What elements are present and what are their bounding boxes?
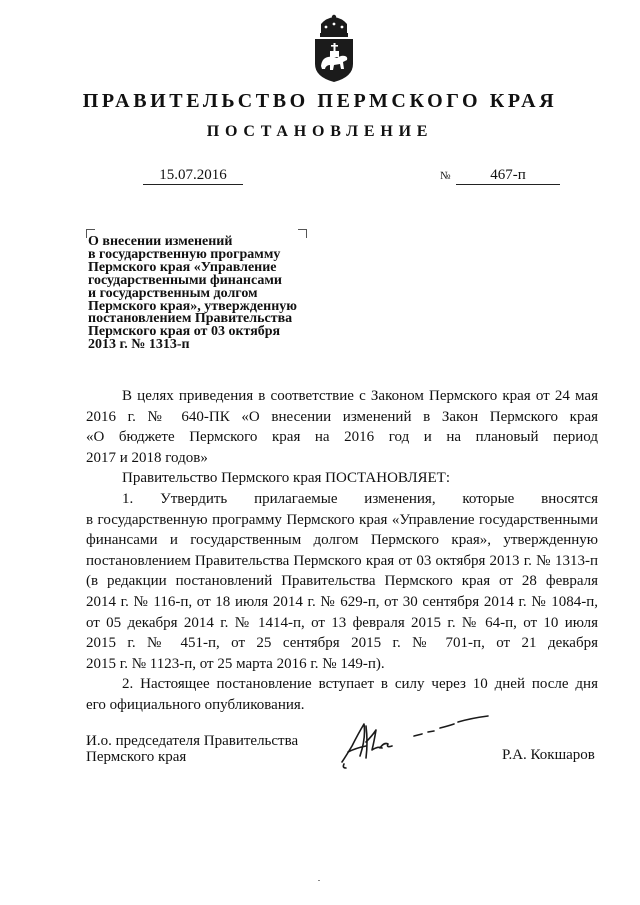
signer-name: Р.А. Кокшаров xyxy=(502,747,595,763)
signer-position-line: И.о. председателя Правительства xyxy=(86,733,299,749)
number-sign: № xyxy=(440,170,451,182)
resolution-line: Правительство Пермского края ПОСТАНОВЛЯЕТ: xyxy=(122,470,451,487)
subject-line: в государственную программу xyxy=(88,246,281,262)
body-line: 2015 г. № 1123-п, от 25 марта 2016 г. № 149-п). xyxy=(86,655,385,672)
government-title: ПРАВИТЕЛЬСТВО ПЕРМСКОГО КРАЯ xyxy=(82,90,558,112)
document-type: ПОСТАНОВЛЕНИЕ xyxy=(206,123,434,140)
body-line: финансами и государственным долгом Пермского края», утвержденную xyxy=(86,532,598,549)
signer-position xyxy=(86,734,298,765)
subject-line: постановлением Правительства xyxy=(88,311,293,327)
document-body xyxy=(86,386,598,716)
body-line: (в редакции постановлений Правительства Пермского края от 28 февраля xyxy=(86,573,598,590)
subject-line: Пермского края «Управление xyxy=(88,259,277,275)
body-line: 2015 г. № 451-п, от 25 сентября 2015 г. № 701-п, от 21 декабря xyxy=(86,635,598,652)
body-line: в государственную программу Пермского края «Управление государственными xyxy=(86,511,598,528)
body-line: 2017 и 2018 годов» xyxy=(86,449,208,466)
body-line: 1. Утвердить прилагаемые изменения, которые вносятся xyxy=(122,490,598,507)
body-line: постановлением Правительства Пермского края от 03 октября 2013 г. № 1313-п xyxy=(86,552,598,569)
body-line: 2014 г. № 116-п, от 18 июля 2014 г. № 629-п, от 30 сентября 2014 г. № 1084-п, xyxy=(86,593,598,610)
body-line: 2. Настоящее постановление вступает в силу через 10 дней после дня xyxy=(122,676,598,693)
subject-line: Пермского края», утвержденную xyxy=(88,298,297,314)
subject-line: государственными финансами xyxy=(88,272,282,288)
page-mark xyxy=(318,880,320,881)
subject-line: Пермского края от 03 октября xyxy=(88,324,281,340)
body-line: В целях приведения в соответствие с Законом Пермского края от 24 мая xyxy=(122,388,598,404)
subject-line: 2013 г. № 1313-п xyxy=(88,337,190,353)
body-line: 2016 г. № 640-ПК «О внесении изменений в Закон Пермского края xyxy=(86,408,598,425)
perm-krai-coat-of-arms-icon xyxy=(306,14,362,84)
document-subject xyxy=(88,236,328,352)
handwritten-signature-icon xyxy=(336,712,496,770)
subject-line: О внесении изменений xyxy=(88,234,233,249)
subject-line: и государственным долгом xyxy=(88,285,258,301)
document-date: 15.07.2016 xyxy=(143,166,243,185)
body-line: от 05 декабря 2014 г. № 1414-п, от 13 февраля 2015 г. № 64-п, от 10 июля xyxy=(86,614,598,631)
body-line: его официального опубликования. xyxy=(86,696,305,713)
document-number: 467-п xyxy=(456,166,560,185)
body-line: «О бюджете Пермского края на 2016 год и на плановый период xyxy=(86,429,598,446)
signer-position-line: Пермского края xyxy=(86,748,187,765)
